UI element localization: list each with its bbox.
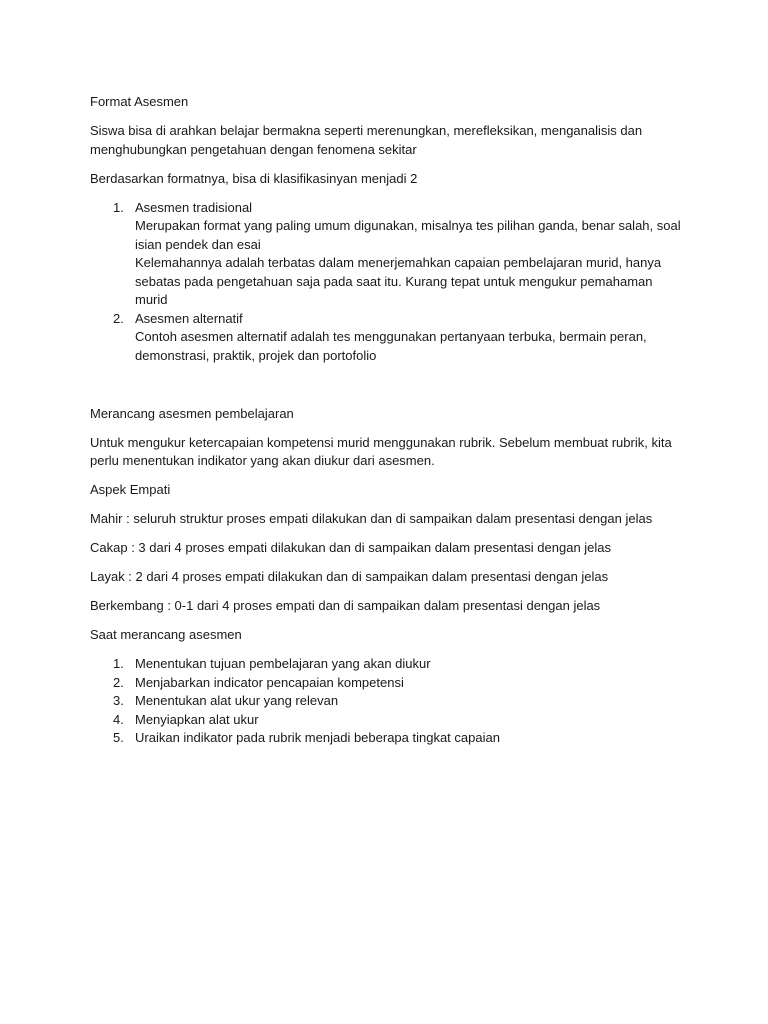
list-number: 2. xyxy=(113,674,124,690)
format-name: Asesmen tradisional xyxy=(135,199,253,215)
level-cakap: Cakap : 3 dari 4 proses empati dilakukan dan di sampaikan dalam presentasi dengan jelas xyxy=(90,540,612,555)
intro-paragraph: Siswa bisa di arahkan belajar bermakna seperti merenungkan, merefleksikan, menganalisis dan menghubungkan pengetahuan dengan fenomena sekitar xyxy=(90,123,643,157)
list-number: 3. xyxy=(113,693,124,708)
design-paragraph: Untuk mengukur ketercapaian kompetensi murid menggunakan rubrik. Sebelum membuat rubrik, kita perlu menentukan indikator yang akan diukur dari asesmen. xyxy=(90,434,672,468)
blank-line xyxy=(90,376,686,405)
list-item-step-5 xyxy=(90,729,686,748)
step-text: Menentukan alat ukur yang relevan xyxy=(135,693,339,708)
level-layak: Layak : 2 dari 4 proses empati dilakukan dan di sampaikan dalam presentasi dengan jelas xyxy=(90,569,609,584)
list-number: 1. xyxy=(113,656,124,671)
step-text: Menyiapkan alat ukur xyxy=(135,711,259,727)
list-number: 2. xyxy=(113,310,124,326)
aspect-heading: Aspek Empati xyxy=(90,482,171,497)
list-item-step-2 xyxy=(90,674,686,693)
level-berkembang: Berkembang : 0-1 dari 4 proses empati dan di sampaikan dalam presentasi dengan jelas xyxy=(90,598,601,613)
document-page xyxy=(90,93,686,758)
list-number: 5. xyxy=(113,730,124,745)
format-description: Merupakan format yang paling umum digunakan, misalnya tes pilihan ganda, benar salah, soal isian pendek dan esai xyxy=(135,218,681,252)
list-item-step-4 xyxy=(90,711,686,730)
format-name: Asesmen alternatif xyxy=(135,310,243,326)
step-text: Menentukan tujuan pembelajaran yang akan diukur xyxy=(135,656,431,671)
list-item-format-1 xyxy=(90,199,686,310)
steps-list xyxy=(90,655,686,748)
document-title: Format Asesmen xyxy=(90,94,189,109)
level-mahir: Mahir : seluruh struktur proses empati dilakukan dan di sampaikan dalam presentasi dengan jelas xyxy=(90,511,653,526)
list-number: 4. xyxy=(113,711,124,727)
format-description: Contoh asesmen alternatif adalah tes menggunakan pertanyaan terbuka, bermain peran, demonstrasi, praktik, projek dan portofolio xyxy=(135,329,647,363)
steps-heading: Saat merancang asesmen xyxy=(90,627,242,642)
design-heading: Merancang asesmen pembelajaran xyxy=(90,405,294,421)
format-intro-paragraph: Berdasarkan formatnya, bisa di klasifikasinyan menjadi 2 xyxy=(90,170,418,186)
list-item-step-1 xyxy=(90,655,686,674)
format-weakness: Kelemahannya adalah terbatas dalam menerjemahkan capaian pembelajaran murid, hanya sebatas pada pengetahuan saja pada saat itu. Kurang tepat untuk mengukur pemahaman murid xyxy=(135,255,662,307)
step-text: Uraikan indikator pada rubrik menjadi beberapa tingkat capaian xyxy=(135,730,500,745)
format-list xyxy=(90,199,686,366)
step-text: Menjabarkan indicator pencapaian kompetensi xyxy=(135,674,404,690)
list-item-format-2 xyxy=(90,310,686,366)
list-item-step-3 xyxy=(90,692,686,711)
list-number: 1. xyxy=(113,199,124,215)
